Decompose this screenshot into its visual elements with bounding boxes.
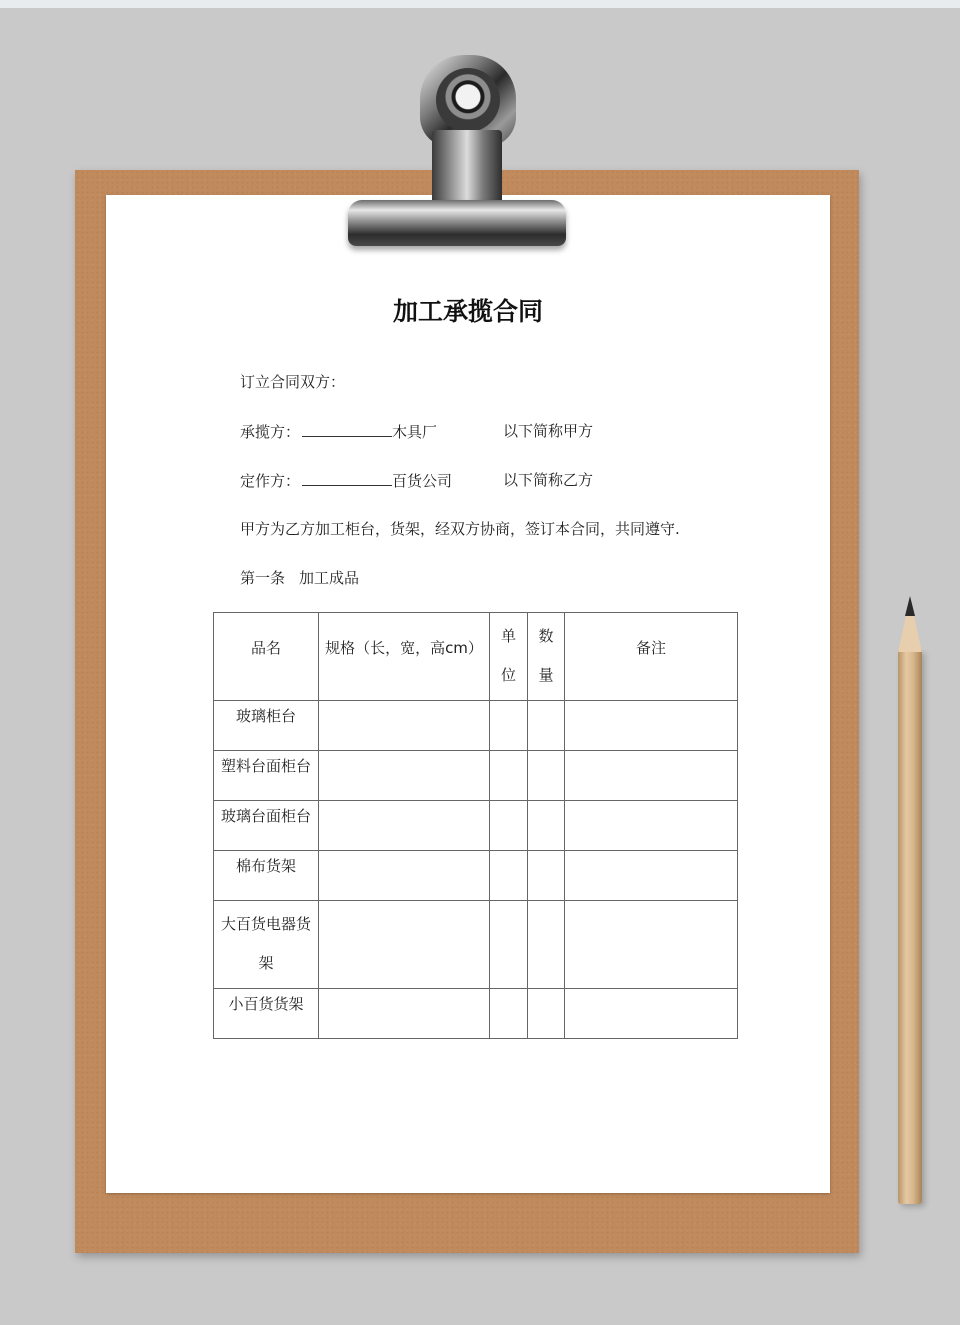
header-remark-label: 备注 [635, 639, 666, 657]
row-name-cell [214, 851, 319, 901]
binder-clip-arm [432, 130, 502, 205]
row-name: 棉布货架 [235, 857, 296, 875]
top-strip [0, 0, 960, 8]
contractor-name: 木具厂 [392, 423, 438, 441]
pencil-body [898, 650, 922, 1204]
row-qty-cell[interactable] [528, 801, 565, 851]
table-row [214, 701, 738, 751]
row-unit-cell[interactable] [490, 851, 528, 901]
row-remark-cell[interactable] [565, 751, 738, 801]
contractor-label: 承揽方： [240, 423, 301, 441]
header-spec-label: 规格（长，宽，高cm） [325, 639, 483, 657]
row-spec-cell[interactable] [319, 701, 490, 751]
binder-clip-base [348, 200, 566, 246]
row-qty-cell[interactable] [528, 901, 565, 989]
contractor-blank[interactable] [302, 420, 392, 437]
orderer-label: 定作方： [240, 472, 301, 490]
row-remark-cell[interactable] [565, 801, 738, 851]
header-cell-spec [319, 613, 490, 701]
header-unit-label [490, 617, 527, 695]
binder-clip-rivet [436, 68, 500, 132]
table-header-row [214, 613, 738, 701]
row-name [214, 905, 318, 983]
row-spec-cell[interactable] [319, 751, 490, 801]
orderer-line [240, 469, 594, 491]
row-unit-cell[interactable] [490, 989, 528, 1039]
row-unit-cell[interactable] [490, 701, 528, 751]
header-unit-char-2: 位 [500, 666, 516, 684]
row-remark-cell[interactable] [565, 989, 738, 1039]
row-remark-cell[interactable] [565, 701, 738, 751]
row-name-cell [214, 801, 319, 851]
row-name-cell [214, 701, 319, 751]
orderer-alias: 以下简称乙方 [503, 471, 594, 489]
row-name: 玻璃台面柜台 [220, 807, 311, 825]
header-cell-qty [528, 613, 565, 701]
article-1-title: 加工成品 [299, 569, 360, 587]
contractor-alias: 以下简称甲方 [503, 422, 594, 440]
row-name: 玻璃柜台 [235, 707, 296, 725]
row-unit-cell[interactable] [490, 751, 528, 801]
row-name-cell [214, 901, 319, 989]
row-spec-cell[interactable] [319, 989, 490, 1039]
row-qty-cell[interactable] [528, 989, 565, 1039]
row-name: 小百货货架 [228, 995, 304, 1013]
header-cell-name [214, 613, 319, 701]
row-qty-cell[interactable] [528, 851, 565, 901]
row-remark-cell[interactable] [565, 901, 738, 989]
header-unit-char-1: 单 [500, 627, 516, 645]
row-name-cell [214, 751, 319, 801]
header-qty-label [528, 617, 564, 695]
orderer-blank[interactable] [302, 469, 392, 486]
parties-intro: 订立合同双方： [240, 373, 346, 391]
header-name-label: 品名 [250, 639, 281, 657]
table-row [214, 751, 738, 801]
row-name: 塑料台面柜台 [220, 757, 311, 775]
contractor-line [240, 420, 594, 442]
article-1-number: 第一条 [240, 569, 286, 587]
table-row [214, 989, 738, 1039]
row-name-cell [214, 989, 319, 1039]
row-remark-cell[interactable] [565, 851, 738, 901]
table-row [214, 851, 738, 901]
row-unit-cell[interactable] [490, 901, 528, 989]
row-spec-cell[interactable] [319, 901, 490, 989]
goods-table [213, 612, 738, 1039]
document-title: 加工承揽合同 [392, 297, 543, 326]
row-spec-cell[interactable] [319, 801, 490, 851]
row-qty-cell[interactable] [528, 751, 565, 801]
article-1-heading [240, 567, 359, 588]
agreement-statement: 甲方为乙方加工柜台，货架，经双方协商，签订本合同，共同遵守. [240, 520, 680, 538]
pencil-lead [905, 596, 915, 616]
header-qty-char-1: 数 [538, 627, 554, 645]
row-unit-cell[interactable] [490, 801, 528, 851]
header-cell-remark [565, 613, 738, 701]
row-spec-cell[interactable] [319, 851, 490, 901]
table-row [214, 801, 738, 851]
orderer-name: 百货公司 [392, 472, 453, 490]
row-qty-cell[interactable] [528, 701, 565, 751]
header-qty-char-2: 量 [538, 666, 554, 684]
table-row [214, 901, 738, 989]
header-cell-unit [490, 613, 528, 701]
row-name-line-1: 大百货电器货 [220, 915, 311, 933]
row-name-line-2: 架 [258, 954, 274, 972]
